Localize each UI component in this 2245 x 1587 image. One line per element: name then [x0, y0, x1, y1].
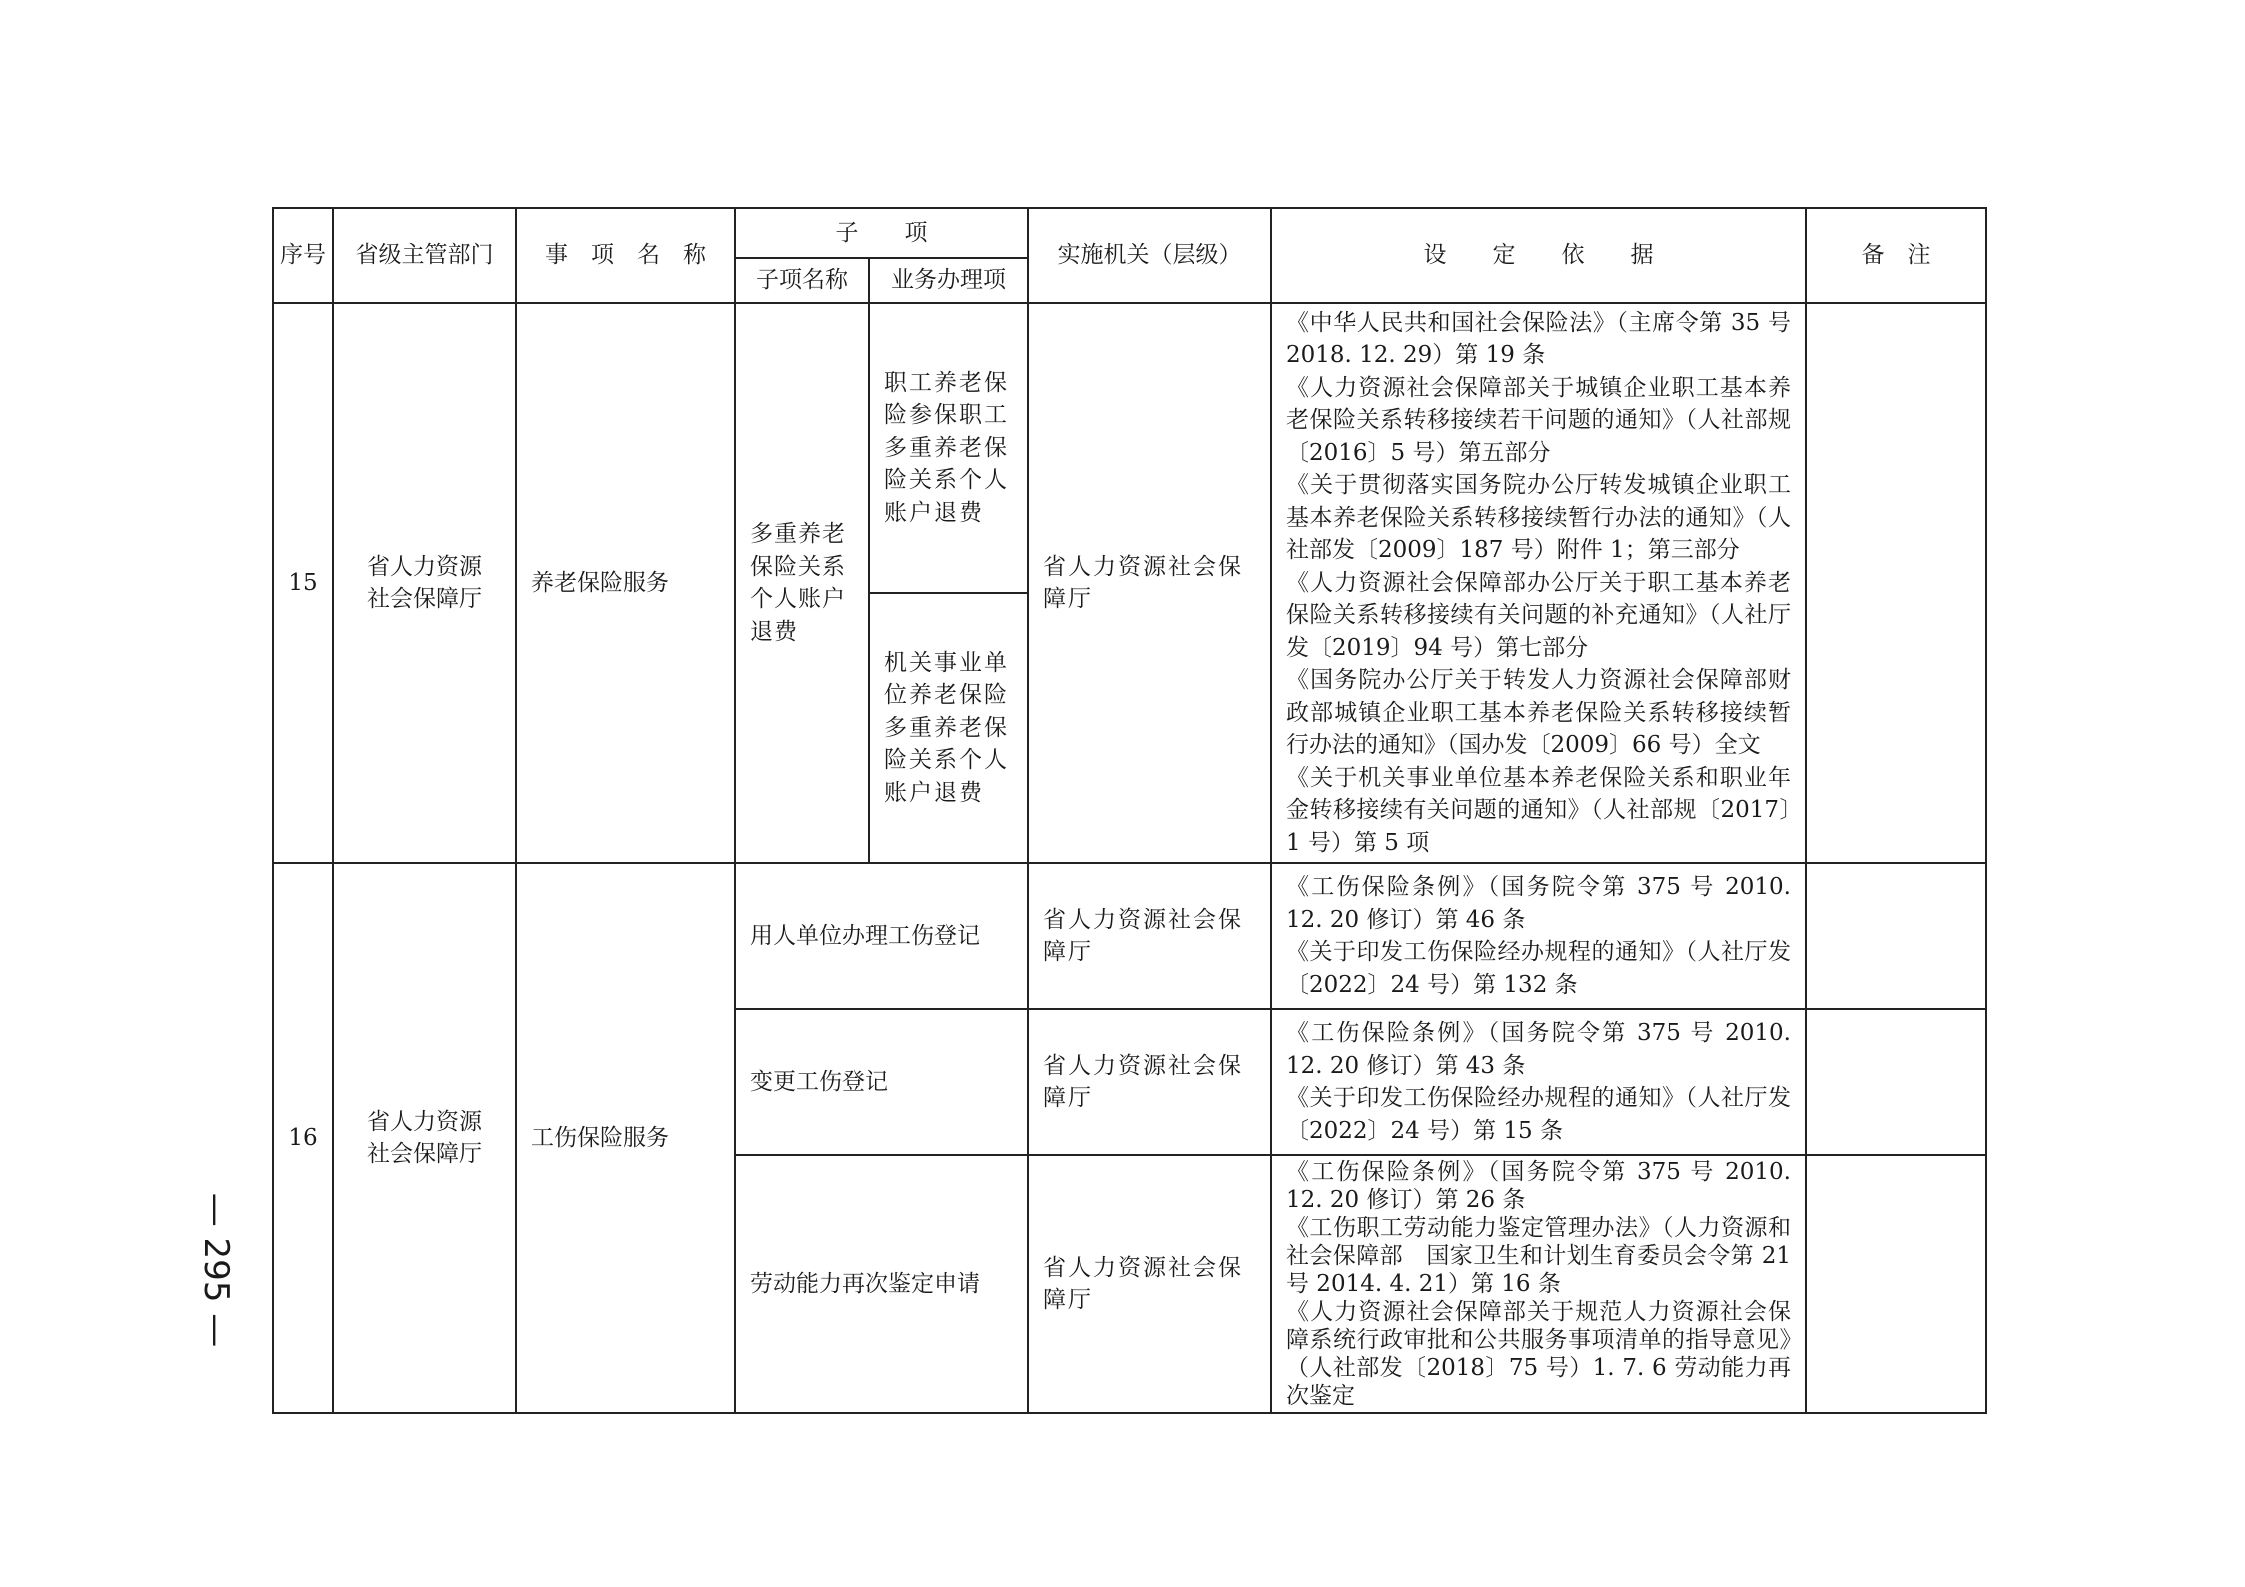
- row-remark: [1806, 1009, 1986, 1155]
- basis-line: 《人力资源社会保障部办公厅关于职工基本养老保险关系转移接续有关问题的补充通知》（人社厅发〔2019〕94 号）第七部分: [1286, 569, 1791, 661]
- row-sub-name: 用人单位办理工伤登记: [735, 863, 1028, 1009]
- basis-line: 《关于贯彻落实国务院办公厅转发城镇企业职工基本养老保险关系转移接续暂行办法的通知》（人社部发〔2009〕187 号）附件 1；第三部分: [1286, 472, 1791, 564]
- header-sub: 子 项: [735, 208, 1028, 258]
- row-basis: [1271, 1155, 1806, 1413]
- service-items-table: [272, 207, 1987, 1414]
- basis-line: 《工伤保险条例》（国务院令第 375 号 2010. 12. 20 修订）第 46 条: [1286, 874, 1791, 933]
- row-basis: [1271, 863, 1806, 1009]
- row-dept: 省人力资源社会保障厅: [333, 863, 516, 1413]
- row-seq: 15: [273, 303, 333, 863]
- row-remark: [1806, 863, 1986, 1009]
- row-item: 养老保险服务: [516, 303, 735, 863]
- basis-line: 《中华人民共和国社会保险法》（主席令第 35 号 2018. 12. 29）第 19 条: [1286, 309, 1791, 369]
- row-org: 省人力资源社会保障厅: [1028, 303, 1271, 863]
- row-biz-item: 机关事业单位养老保险多重养老保险关系个人账户退费: [869, 593, 1028, 863]
- row-remark: [1806, 303, 1986, 863]
- row-sub-name: 劳动能力再次鉴定申请: [735, 1155, 1028, 1413]
- basis-line: 《关于印发工伤保险经办规程的通知》（人社厅发〔2022〕24 号）第 132 条: [1286, 939, 1791, 998]
- row-basis: [1271, 1009, 1806, 1155]
- row-sub-name: 变更工伤登记: [735, 1009, 1028, 1155]
- row-remark: [1806, 1155, 1986, 1413]
- row-dept: 省人力资源社会保障厅: [333, 303, 516, 863]
- basis-line: 《工伤保险条例》（国务院令第 375 号 2010. 12. 20 修订）第 26 条: [1286, 1159, 1791, 1213]
- basis-line: 《国务院办公厅关于转发人力资源社会保障部财政部城镇企业职工基本养老保险关系转移接续暂行办法的通知》（国办发〔2009〕66 号）全文: [1286, 667, 1791, 759]
- header-row-1: [273, 208, 1986, 258]
- basis-line: 《人力资源社会保障部关于规范人力资源社会保障系统行政审批和公共服务事项清单的指导意见》（人社部发〔2018〕75 号）1. 7. 6 劳动能力再次鉴定: [1286, 1299, 1791, 1409]
- row-item: 工伤保险服务: [516, 863, 735, 1413]
- header-dept: 省级主管部门: [333, 208, 516, 303]
- row-biz-item: 职工养老保险参保职工多重养老保险关系个人账户退费: [869, 303, 1028, 593]
- table-row: [273, 863, 1986, 1009]
- header-remark: 备 注: [1806, 208, 1986, 303]
- table-row: [273, 303, 1986, 593]
- header-item-name: 事 项 名 称: [516, 208, 735, 303]
- row-basis: [1271, 303, 1806, 863]
- page-number: [196, 1180, 236, 1360]
- header-sub-name: 子项名称: [735, 258, 869, 303]
- row-org: 省人力资源社会保障厅: [1028, 1009, 1271, 1155]
- header-org: 实施机关（层级）: [1028, 208, 1271, 303]
- header-seq: 序号: [273, 208, 333, 303]
- basis-line: 《关于机关事业单位基本养老保险关系和职业年金转移接续有关问题的通知》（人社部规〔2017〕1 号）第 5 项: [1286, 764, 1791, 856]
- row-sub-name: 多重养老保险关系个人账户退费: [735, 303, 869, 863]
- header-biz-item: 业务办理项: [869, 258, 1028, 303]
- page-number-text: — 295 —: [196, 1192, 236, 1348]
- basis-line: 《工伤保险条例》（国务院令第 375 号 2010. 12. 20 修订）第 43 条: [1286, 1020, 1791, 1079]
- header-basis: 设 定 依 据: [1271, 208, 1806, 303]
- row-seq: 16: [273, 863, 333, 1413]
- basis-line: 《人力资源社会保障部关于城镇企业职工基本养老保险关系转移接续若干问题的通知》（人社部规〔2016〕5 号）第五部分: [1286, 374, 1791, 466]
- row-org: 省人力资源社会保障厅: [1028, 863, 1271, 1009]
- row-org: 省人力资源社会保障厅: [1028, 1155, 1271, 1413]
- basis-line: 《关于印发工伤保险经办规程的通知》（人社厅发〔2022〕24 号）第 15 条: [1286, 1085, 1791, 1144]
- basis-line: 《工伤职工劳动能力鉴定管理办法》（人力资源和社会保障部 国家卫生和计划生育委员会令第 21 号 2014. 4. 21）第 16 条: [1286, 1215, 1791, 1297]
